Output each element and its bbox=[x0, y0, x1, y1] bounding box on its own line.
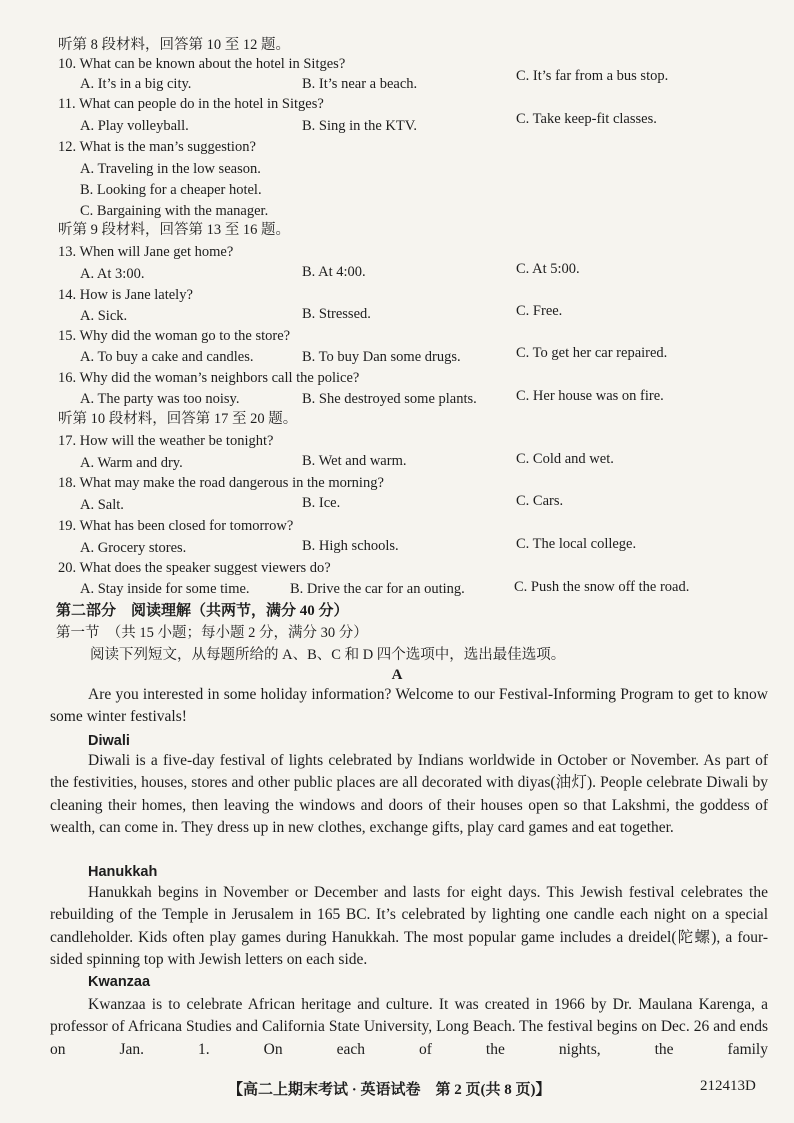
q20-stem: 20. What does the speaker suggest viewers do? bbox=[58, 560, 331, 576]
q14-stem: 14. How is Jane lately? bbox=[58, 287, 193, 303]
q19-option-a: A. Grocery stores. bbox=[80, 540, 187, 556]
q20-option-c: C. Push the snow off the road. bbox=[514, 579, 690, 595]
q15-option-a: A. To buy a cake and candles. bbox=[80, 349, 254, 365]
q17-option-a: A. Warm and dry. bbox=[80, 455, 183, 471]
q11-stem: 11. What can people do in the hotel in Sitges? bbox=[58, 96, 324, 112]
q20-option-b: B. Drive the car for an outing. bbox=[290, 581, 465, 597]
passage-letter: A bbox=[391, 667, 403, 683]
q17-option-c: C. Cold and wet. bbox=[516, 451, 614, 467]
kwanzaa-heading: Kwanzaa bbox=[88, 974, 151, 990]
q18-option-a: A. Salt. bbox=[80, 497, 124, 513]
q13-option-b: B. At 4:00. bbox=[302, 264, 366, 280]
q19-stem: 19. What has been closed for tomorrow? bbox=[58, 518, 294, 534]
q12-stem: 12. What is the man’s suggestion? bbox=[58, 139, 256, 155]
part2-subtitle: 第一节 （共 15 小题；每小题 2 分，满分 30 分） bbox=[56, 625, 368, 641]
q11-option-c: C. Take keep-fit classes. bbox=[516, 111, 657, 127]
section8-header: 听第 8 段材料，回答第 10 至 12 题。 bbox=[58, 37, 290, 53]
q18-option-b: B. Ice. bbox=[302, 495, 341, 511]
section10-header: 听第 10 段材料，回答第 17 至 20 题。 bbox=[58, 411, 298, 427]
kwanzaa-paragraph: Kwanzaa is to celebrate African heritage and culture. It was created in 1966 by Dr. Maulana Karenga, a professor of Africana Studies and California State University, Long Beach. The festival begins on Dec. 26 and ends on Jan. 1. On each of the nights, the family bbox=[50, 996, 768, 1058]
q14-option-a: A. Sick. bbox=[80, 308, 128, 324]
hanukkah-paragraph: Hanukkah begins in November or December and lasts for eight days. This Jewish festival celebrates the rebuilding of the Temple in Jerusalem in 165 BC. It’s celebrated by lighting one candle each night on a special candleholder. Kids often play games during Hanukkah. The most popular game includes a dreidel(陀螺), a four-sided spinning top with Jewish letters on each side. bbox=[50, 884, 768, 968]
part2-instructions: 阅读下列短文，从每题所给的 A、B、C 和 D 四个选项中，选出最佳选项。 bbox=[90, 647, 566, 663]
q12-option-b: B. Looking for a cheaper hotel. bbox=[80, 182, 262, 198]
q14-option-c: C. Free. bbox=[516, 303, 563, 319]
q17-stem: 17. How will the weather be tonight? bbox=[58, 433, 274, 449]
diwali-heading: Diwali bbox=[88, 733, 130, 749]
intro-paragraph: Are you interested in some holiday information? Welcome to our Festival-Informing Program to get to know some winter festivals! bbox=[50, 686, 768, 726]
q11-option-b: B. Sing in the KTV. bbox=[302, 118, 417, 134]
q18-option-c: C. Cars. bbox=[516, 493, 564, 509]
q11-option-a: A. Play volleyball. bbox=[80, 118, 189, 134]
q18-stem: 18. What may make the road dangerous in the morning? bbox=[58, 475, 384, 491]
paper-code: 212413D bbox=[700, 1078, 756, 1094]
q16-option-a: A. The party was too noisy. bbox=[80, 391, 240, 407]
q10-option-b: B. It’s near a beach. bbox=[302, 76, 418, 92]
q13-option-c: C. At 5:00. bbox=[516, 261, 580, 277]
q14-option-b: B. Stressed. bbox=[302, 306, 371, 322]
part2-title: 第二部分 阅读理解（共两节，满分 40 分） bbox=[56, 603, 349, 619]
q10-option-a: A. It’s in a big city. bbox=[80, 76, 192, 92]
section9-header: 听第 9 段材料，回答第 13 至 16 题。 bbox=[58, 222, 290, 238]
diwali-paragraph: Diwali is a five-day festival of lights celebrated by Indians worldwide in October or November. As part of the festivities, houses, stores and other public places are all decorated with diyas(油灯). People celebrate Diwali by cleaning their homes, then leaving the windows and doors of their houses open so that Lakshmi, the goddess of wealth, can come in. They dress up in new clothes, exchange gifts, play card games and eat together. bbox=[50, 752, 768, 836]
q19-option-c: C. The local college. bbox=[516, 536, 637, 552]
q15-option-b: B. To buy Dan some drugs. bbox=[302, 349, 461, 365]
q13-option-a: A. At 3:00. bbox=[80, 266, 145, 282]
q16-option-c: C. Her house was on fire. bbox=[516, 388, 664, 404]
page-footer: 【高二上期末考试 · 英语试卷 第 2 页(共 8 页)】 bbox=[228, 1082, 551, 1098]
q20-option-a: A. Stay inside for some time. bbox=[80, 581, 250, 597]
q12-option-c: C. Bargaining with the manager. bbox=[80, 203, 269, 219]
q13-stem: 13. When will Jane get home? bbox=[58, 244, 234, 260]
q15-stem: 15. Why did the woman go to the store? bbox=[58, 328, 291, 344]
q19-option-b: B. High schools. bbox=[302, 538, 399, 554]
q17-option-b: B. Wet and warm. bbox=[302, 453, 407, 469]
q10-option-c: C. It’s far from a bus stop. bbox=[516, 68, 669, 84]
q15-option-c: C. To get her car repaired. bbox=[516, 345, 668, 361]
q12-option-a: A. Traveling in the low season. bbox=[80, 161, 261, 177]
hanukkah-heading: Hanukkah bbox=[88, 864, 158, 880]
q10-stem: 10. What can be known about the hotel in Sitges? bbox=[58, 56, 346, 72]
q16-stem: 16. Why did the woman’s neighbors call the police? bbox=[58, 370, 360, 386]
q16-option-b: B. She destroyed some plants. bbox=[302, 391, 477, 407]
